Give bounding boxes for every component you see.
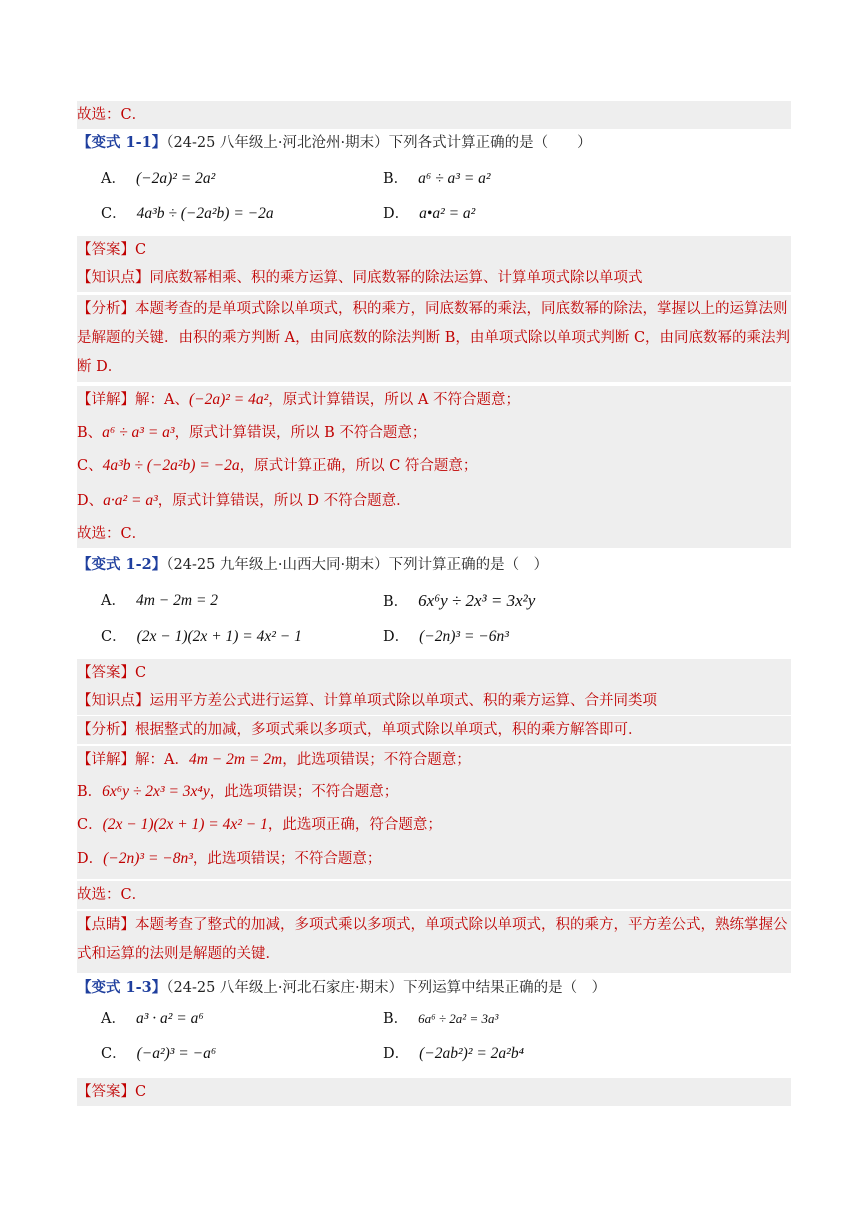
option-b: B． 6a⁶ ÷ 2a² = 3a³ [383,1011,499,1027]
detail-line: D、a·a² = a³，原式计算错误，所以 D 不符合题意． [77,487,791,520]
detail-line: 【详解】解：A、(−2a)² = 4a²，原式计算错误，所以 A 不符合题意； [77,386,791,419]
option-expression: (−2a)² = 2a² [135,170,216,187]
question-header [77,551,791,579]
knowledge-point: 【知识点】运用平方差公式进行运算、计算单项式除以单项式、积的乘方运算、合并同类项 [77,687,791,715]
analysis: 【分析】根据整式的加减，多项式乘以多项式，单项式除以单项式，积的乘方解答即可． [77,716,791,744]
option-expression: 6x⁶y ÷ 2x³ = 3x²y [418,591,536,610]
option-c: C． (2x − 1)(2x + 1) = 4x² − 1 [101,628,302,645]
question-label: 【变式 1-1】 [77,134,167,151]
option-expression: (−a²)³ = −a⁶ [136,1045,217,1062]
option-a: A． a³ · a² = a⁶ [101,1010,204,1027]
answer: 【答案】C [77,659,791,687]
detail-expression: (−2n)³ = −8n³ [103,850,193,867]
answer: 【答案】C [77,1078,791,1106]
option-c: C． (−a²)³ = −a⁶ [101,1045,217,1062]
detail-line: D．(−2n)³ = −8n³，此选项错误；不符合题意； [77,845,791,879]
question-source: （24-25 八年级上·河北石家庄·期末）下列运算中结果正确的是（ ） [166,980,607,996]
detail-line: C．(2x − 1)(2x + 1) = 4x² − 1，此选项正确，符合题意； [77,811,791,845]
option-expression: a³ · a² = a⁶ [135,1010,204,1027]
option-expression: 6a⁶ ÷ 2a² = 3a³ [418,1011,499,1026]
detail-expression: 4m − 2m = 2m [188,751,283,768]
conclusion: 故选：C． [77,520,791,548]
option-b: B． 6x⁶y ÷ 2x³ = 3x²y [383,591,536,610]
option-expression: a⁶ ÷ a³ = a² [418,170,491,187]
option-d: D． (−2ab²)² = 2a²b⁴ [383,1045,524,1062]
option-expression: (2x − 1)(2x + 1) = 4x² − 1 [136,628,302,645]
option-expression: 4a³b ÷ (−2a²b) = −2a [136,205,274,222]
option-expression: (−2n)³ = −6n³ [419,628,509,645]
question-label: 【变式 1-3】 [77,979,167,996]
detail-expression: (2x − 1)(2x + 1) = 4x² − 1 [102,816,268,833]
detail-line: B、a⁶ ÷ a³ = a³，原式计算错误，所以 B 不符合题意； [77,419,791,452]
question-header [77,129,791,157]
question-label: 【变式 1-2】 [77,556,167,573]
question-source: （24-25 八年级上·河北沧州·期末）下列各式计算正确的是（ ） [166,135,592,151]
prev-conclusion: 故选：C． [77,101,791,129]
option-expression: a•a² = a² [419,205,476,222]
detail-line: C、4a³b ÷ (−2a²b) = −2a，原式计算正确，所以 C 符合题意； [77,452,791,487]
detail-expression: (−2a)² = 4a² [188,391,269,408]
option-b: B． a⁶ ÷ a³ = a² [383,170,491,187]
option-expression: 4m − 2m = 2 [135,592,219,609]
detail-expression: a⁶ ÷ a³ = a³ [102,424,175,441]
option-d: D． (−2n)³ = −6n³ [383,628,509,645]
key-comment: 【点睛】本题考查了整式的加减，多项式乘以多项式，单项式除以单项式，积的乘方，平方差公式，熟练掌握公式和运算的法则是解题的关键． [77,911,791,973]
detail-line: B．6x⁶y ÷ 2x³ = 3x⁴y，此选项错误；不符合题意； [77,778,791,811]
question-source: （24-25 九年级上·山西大同·期末）下列计算正确的是（ ） [166,557,549,573]
analysis: 【分析】本题考查的是单项式除以单项式，积的乘方，同底数幂的乘法，同底数幂的除法，掌握以上的运算法则是解题的关键．由积的乘方判断 A，由同底数的除法判断 B，由单项式除以单项式判断 C，由同底数幂的乘法判断 D． [77,295,791,382]
option-expression: (−2ab²)² = 2a²b⁴ [419,1045,524,1062]
conclusion: 故选：C． [77,881,791,909]
detail-expression: a·a² = a³ [103,492,158,509]
detail-expression: 6x⁶y ÷ 2x³ = 3x⁴y [102,783,210,800]
option-a: A． (−2a)² = 2a² [101,170,216,187]
option-c: C． 4a³b ÷ (−2a²b) = −2a [101,205,274,222]
knowledge-point: 【知识点】同底数幂相乘、积的乘方运算、同底数幂的除法运算、计算单项式除以单项式 [77,264,791,292]
answer: 【答案】C [77,236,791,264]
option-d: D． a•a² = a² [383,205,476,222]
question-header [77,974,791,1002]
option-a: A． 4m − 2m = 2 [101,592,219,609]
detail-line: 【详解】解：A．4m − 2m = 2m，此选项错误；不符合题意； [77,746,791,778]
detail-expression: 4a³b ÷ (−2a²b) = −2a [102,457,240,474]
